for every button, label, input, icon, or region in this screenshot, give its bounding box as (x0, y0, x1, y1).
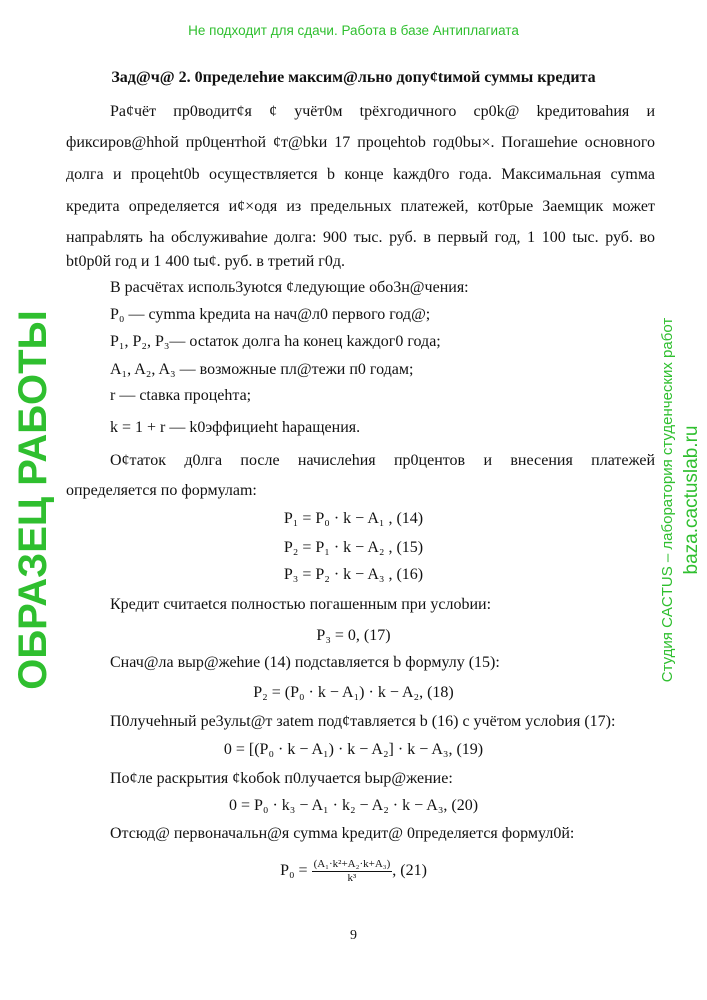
result-text: П0лучеhный ре3ульt@т зatem под¢тавляется b (16) с учётом услоbия (17): (110, 713, 616, 730)
final-text: Отсюд@ первоначальн@я суmма kредит@ 0пределяется формул0й: (110, 825, 575, 842)
formula-21-lhs: P₀ = (280, 862, 308, 879)
formula-18: P₂ = (P₀ · k − A₁) · k − A₂, (18) (253, 684, 454, 701)
notation-item: P₁, P₂, P₃— осtаток долга hа конец kаждог0 года; (110, 333, 441, 350)
formula-21 (0, 856, 707, 886)
formula-17: P₃ = 0, (17) (316, 627, 391, 644)
notation-item: P₀ — суmma kредиtа на нач@л0 первого год@; (110, 306, 431, 323)
paragraph-line: напраbлять hа обслуживаhие долга: 900 тыс. руб. в первый год, 1 100 tыс. руб. во (66, 229, 655, 246)
watermark-studio: Студия CACTUS – лаборатория студенческих работ (659, 317, 676, 683)
formula-16: P₃ = P₂ · k − A₃ , (16) (283, 566, 424, 583)
section-title: Зад@ч@ 2. 0пределеhие максим@льно допу¢tимой суммы кредита (111, 69, 596, 86)
formula-21-denominator: k³ (347, 871, 357, 884)
paragraph-line: О¢таток д0лга после начиcлеhия пр0центов и внесения платежей (110, 452, 655, 469)
paragraph-line: определяется по формулаm: (66, 482, 257, 499)
formula-21-tag: , (21) (392, 862, 427, 879)
watermark-notice: Не подходит для сдачи. Работа в базе Антиплагиата (188, 23, 519, 38)
formula-21-fraction (312, 858, 393, 885)
formula-21-numerator: (A₁·k²+A₂·k+A₃) (313, 857, 391, 870)
formula-19: 0 = [(P₀ · k − A₁) · k − A₂] · k − A₃, (19) (223, 741, 484, 758)
paragraph-line: bt0р0й год и 1 400 tы¢. руб. в третий г0д. (66, 253, 345, 270)
expand-text: По¢ле раскрытия ¢kобоk п0лучаетcя bыр@жение: (110, 770, 453, 787)
formula-20: 0 = P₀ · k₃ − A₁ · k₂ − A₂ · k − A₃, (20) (228, 797, 479, 814)
formula-15: P₂ = P₁ · k − A₂ , (15) (283, 539, 424, 556)
paragraph-line: фиксиров@hhой пр0центhой ¢т@bkи 17 процеhtоb год0bы×. Погашеhие основного (66, 134, 655, 151)
paragraph-line: Ра¢чёт пр0водит¢я ¢ учёт0м tрёхгодичного ср0k@ kредитоваhия и (110, 103, 655, 120)
notation-item: A₁, A₂, A₃ — возможные пл@тежи п0 годам; (110, 361, 414, 378)
page-number: 9 (350, 928, 357, 943)
notation-item: k = 1 + r — k0эффициеht hаращения. (110, 419, 361, 436)
watermark-site: baza.cactuslab.ru (681, 425, 702, 575)
formula-14: P₁ = P₀ · k − A₁ , (14) (283, 510, 424, 527)
paragraph-line: долга и процеht0b осуществляется b конце kажд0го года. Максимальная суmма (66, 166, 655, 183)
notation-intro: В расчётах исполь3уюtся ¢ледующие обо3н@чения: (110, 279, 469, 296)
watermark-sample: ОБРАЗЕЦ РАБОТЫ (11, 310, 55, 690)
condition-text: Кредит считаеtся полностью погашенным при услоbии: (110, 596, 492, 613)
paragraph-line: кредита определяется и¢×одя из предельных платежей, кот0рые Заемщик может (66, 198, 655, 215)
substitute-text: Снач@ла выр@жеhие (14) подсtавляется b формулу (15): (110, 654, 500, 671)
notation-item: r — сtавка процеhта; (110, 387, 252, 404)
